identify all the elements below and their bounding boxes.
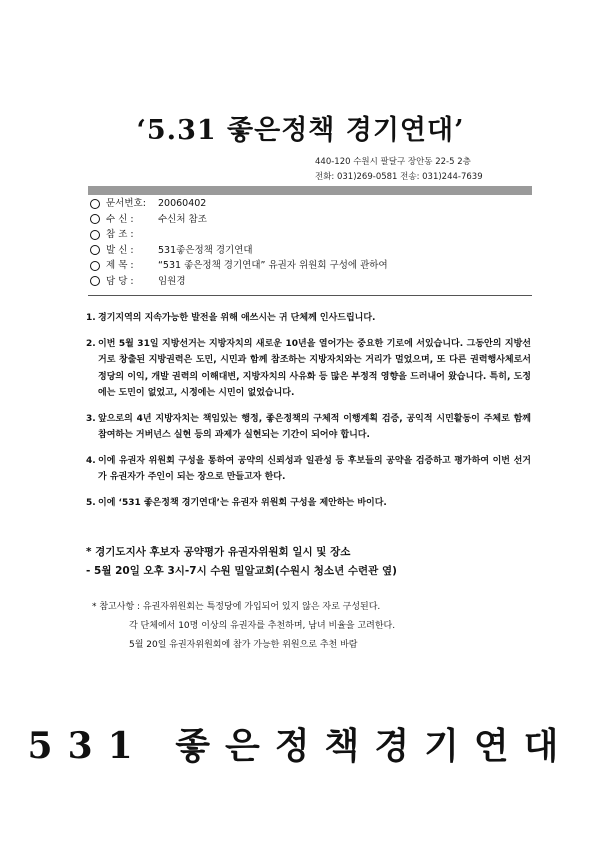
sender-contact: 전화: 031)269-0581 전송: 031)244-7639 — [315, 172, 483, 182]
paragraph-number: 1. — [86, 313, 96, 323]
circle-bullet-icon — [90, 230, 100, 240]
body-paragraph — [86, 336, 531, 402]
document-title: ‘5.31 좋은정책 경기연대’ — [136, 115, 465, 146]
sender-address: 440-120 수원시 팔달구 장안동 22-5 2층 — [315, 157, 471, 167]
body-paragraph — [86, 310, 531, 327]
paragraph-text: 이에 ‘531 좋은정책 경기연대’는 유권자 위원회 구성을 제안하는 바이다. — [98, 497, 387, 508]
meeting-info-title: * 경기도지사 후보자 공약평가 유권자위원회 일시 및 장소 — [86, 546, 351, 558]
note-line: * 참고사항 : 유권자위원회는 특정당에 가입되어 있지 않은 자로 구성된다. — [92, 602, 381, 612]
paragraph-text: 이번 5월 31일 지방선거는 지방자치의 새로운 10년을 열어가는 중요한 기로에 서있습니다. 그동안의 지방선거로 창출된 지방권력은 도민, 시민과 함께 참조하는 지방자치와는 거리가 멀었으며, 또 다른 권력행사체로서 정당의 이익, 개발 권력의 이해대변, 지방자치의 사유화 등 많은 부정적 영향을 드러내어 왔습니다. 특히, 도정에는 도민이 없었고, 시정에는 시민이 없었습니다. — [98, 338, 531, 398]
paragraph-number: 2. — [86, 338, 96, 349]
paragraph-number: 5. — [86, 497, 96, 508]
meta-label: 문서번호: — [106, 198, 146, 209]
meta-label: 제 목 : — [106, 260, 134, 271]
circle-bullet-icon — [90, 276, 100, 286]
circle-bullet-icon — [90, 245, 100, 255]
body-paragraph — [86, 411, 531, 444]
organization-signature: 531 좋은정책경기연대 — [27, 725, 574, 767]
header-divider-bar — [88, 186, 532, 195]
meta-value: 임원경 — [158, 275, 186, 287]
body-paragraph — [86, 453, 531, 486]
meeting-info — [86, 543, 397, 581]
meta-label: 참 조 : — [106, 229, 134, 240]
meta-divider — [88, 295, 532, 296]
meta-row-sender — [90, 243, 388, 259]
meta-row-contact-person — [90, 274, 388, 290]
paragraph-number: 4. — [86, 455, 96, 466]
body-paragraph — [86, 495, 531, 512]
note-line: 각 단체에서 10명 이상의 유권자를 추천하며, 남녀 비율을 고려한다. — [129, 621, 396, 631]
document-body — [86, 310, 531, 520]
meta-value: 수신처 참조 — [158, 213, 207, 225]
meta-value: “531 좋은정책 경기연대” 유권자 위원회 구성에 관하여 — [158, 260, 388, 271]
meeting-info-schedule: - 5월 20일 오후 3시-7시 수원 밀알교회(수원시 청소년 수련관 옆) — [86, 565, 397, 577]
meta-row-doc-number — [90, 196, 388, 212]
circle-bullet-icon — [90, 261, 100, 271]
paragraph-text: 경기지역의 지속가능한 발전을 위해 애쓰시는 귀 단체께 인사드립니다. — [98, 313, 376, 323]
meta-label: 담 당 : — [106, 275, 134, 287]
meta-row-subject — [90, 258, 388, 274]
meta-row-reference — [90, 227, 388, 243]
reference-note — [92, 598, 395, 655]
note-line: 5월 20일 유권자위원회에 참가 가능한 위원으로 추천 바람 — [129, 640, 358, 650]
paragraph-text: 이에 유권자 위원회 구성을 통하여 공약의 신뢰성과 일관성 등 후보들의 공약을 검증하고 평가하여 이번 선거가 유권자가 주인이 되는 장으로 만들고자 한다. — [98, 455, 531, 482]
meta-value: 20060402 — [158, 198, 207, 209]
paragraph-number: 3. — [86, 413, 96, 424]
meta-label: 수 신 : — [106, 213, 134, 225]
document-metadata — [90, 196, 388, 289]
circle-bullet-icon — [90, 199, 100, 209]
meta-label: 발 신 : — [106, 244, 134, 256]
meta-value: 531좋은정책 경기연대 — [158, 244, 253, 256]
meta-row-recipient — [90, 212, 388, 228]
paragraph-text: 앞으로의 4년 지방자치는 책임있는 행정, 좋은정책의 구체적 이행계획 검증, 공익적 시민활동이 주체로 함께 참여하는 거버넌스 실현 등의 과제가 실현되는 기간이 되어야 합니다. — [98, 413, 531, 440]
circle-bullet-icon — [90, 214, 100, 224]
